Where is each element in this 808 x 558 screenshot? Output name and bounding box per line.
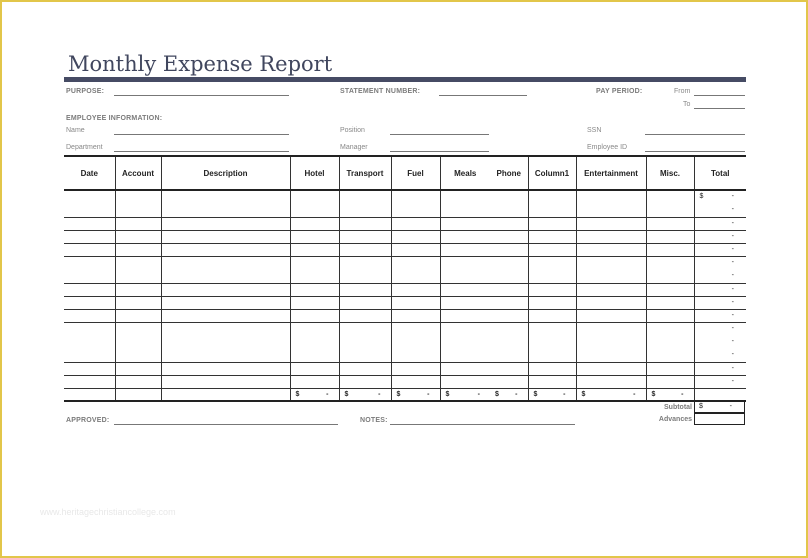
currency-symbol: $ xyxy=(533,390,538,398)
table-cell[interactable] xyxy=(290,388,339,401)
table-cell[interactable] xyxy=(161,283,290,296)
table-row xyxy=(64,296,746,309)
column-total-value: - xyxy=(378,390,381,398)
purpose-field[interactable] xyxy=(114,95,289,96)
total-value: - xyxy=(731,337,734,345)
table-cell[interactable] xyxy=(490,296,528,309)
table-cell[interactable] xyxy=(339,217,391,230)
table-cell[interactable] xyxy=(64,362,115,375)
currency-symbol: $ xyxy=(295,390,300,398)
table-cell[interactable] xyxy=(64,322,115,362)
table-cell[interactable] xyxy=(490,243,528,256)
table-cell[interactable] xyxy=(391,256,440,283)
table-cell[interactable] xyxy=(694,256,746,283)
table-cell[interactable] xyxy=(391,243,440,256)
table-cell[interactable] xyxy=(161,296,290,309)
employee-id-label: Employee ID xyxy=(587,144,628,151)
table-cell[interactable] xyxy=(440,230,490,243)
table-cell[interactable] xyxy=(290,375,339,388)
table-cell[interactable] xyxy=(161,309,290,322)
manager-label: Manager xyxy=(340,144,368,151)
notes-field[interactable] xyxy=(390,424,575,425)
table-cell[interactable] xyxy=(528,388,576,401)
table-cell[interactable] xyxy=(694,309,746,322)
col-header-transport[interactable]: Transport xyxy=(339,156,391,190)
table-cell[interactable] xyxy=(440,362,490,375)
total-value: - xyxy=(731,324,734,332)
subtotal-label: Subtotal xyxy=(664,404,692,411)
table-row xyxy=(64,217,746,230)
employee-id-field[interactable] xyxy=(645,151,745,152)
table-cell[interactable] xyxy=(290,283,339,296)
table-cell[interactable] xyxy=(339,296,391,309)
name-field[interactable] xyxy=(114,134,289,135)
table-cell[interactable] xyxy=(576,190,646,217)
table-cell[interactable] xyxy=(290,256,339,283)
table-cell[interactable] xyxy=(490,283,528,296)
table-cell[interactable] xyxy=(64,296,115,309)
advances-cell[interactable] xyxy=(694,413,745,425)
total-value: - xyxy=(731,311,734,319)
table-cell[interactable] xyxy=(391,283,440,296)
table-cell[interactable] xyxy=(115,256,161,283)
col-header-entertainment[interactable]: Entertainment xyxy=(576,156,646,190)
total-value: - xyxy=(731,285,734,293)
table-cell[interactable] xyxy=(694,322,746,362)
table-cell[interactable] xyxy=(161,256,290,283)
statement-number-label: STATEMENT NUMBER: xyxy=(340,88,421,95)
table-cell[interactable] xyxy=(528,230,576,243)
table-cell[interactable] xyxy=(490,322,528,362)
table-cell[interactable] xyxy=(64,256,115,283)
table-cell[interactable] xyxy=(490,256,528,283)
table-cell[interactable] xyxy=(290,322,339,362)
table-row xyxy=(64,190,746,217)
employee-info-label: EMPLOYEE INFORMATION: xyxy=(66,115,163,122)
table-cell[interactable] xyxy=(694,388,746,401)
table-cell[interactable] xyxy=(64,388,115,401)
table-cell[interactable] xyxy=(440,296,490,309)
table-cell[interactable] xyxy=(694,296,746,309)
table-row xyxy=(64,309,746,322)
table-cell[interactable] xyxy=(115,309,161,322)
approved-label: APPROVED: xyxy=(66,417,110,424)
table-cell[interactable] xyxy=(440,388,490,401)
from-label: From xyxy=(674,88,691,95)
position-label: Position xyxy=(340,127,365,134)
column-total-value: - xyxy=(515,390,518,398)
table-cell[interactable] xyxy=(576,256,646,283)
table-cell[interactable] xyxy=(64,375,115,388)
table-cell[interactable] xyxy=(339,230,391,243)
table-header-row xyxy=(64,156,746,190)
table-cell[interactable] xyxy=(646,375,694,388)
name-label: Name xyxy=(66,127,85,134)
table-cell[interactable] xyxy=(290,243,339,256)
table-row xyxy=(64,243,746,256)
table-cell[interactable] xyxy=(115,375,161,388)
table-cell[interactable] xyxy=(528,190,576,217)
column-total-value: - xyxy=(563,390,566,398)
table-cell[interactable] xyxy=(339,309,391,322)
table-cell[interactable] xyxy=(64,217,115,230)
table-cell[interactable] xyxy=(440,217,490,230)
total-value: - xyxy=(731,232,734,240)
ssn-label: SSN xyxy=(587,127,602,134)
pay-period-label: PAY PERIOD: xyxy=(596,88,643,95)
table-cell[interactable] xyxy=(440,375,490,388)
total-value: - xyxy=(731,364,734,372)
table-cell[interactable] xyxy=(391,322,440,362)
to-label: To xyxy=(683,101,691,108)
table-cell[interactable] xyxy=(440,322,490,362)
table-cell[interactable] xyxy=(339,322,391,362)
subtotal-value: - xyxy=(729,403,732,410)
table-cell[interactable] xyxy=(646,296,694,309)
table-cell[interactable] xyxy=(64,243,115,256)
table-cell[interactable] xyxy=(576,362,646,375)
table-cell[interactable] xyxy=(115,217,161,230)
table-cell[interactable] xyxy=(391,388,440,401)
table-cell[interactable] xyxy=(490,190,528,217)
currency-symbol: $ xyxy=(495,390,499,398)
table-cell[interactable] xyxy=(391,190,440,217)
total-currency-symbol: $ xyxy=(699,193,704,200)
table-cell[interactable] xyxy=(115,230,161,243)
table-cell[interactable] xyxy=(339,283,391,296)
table-cell[interactable] xyxy=(528,296,576,309)
manager-field[interactable] xyxy=(390,151,489,152)
column-total-value: - xyxy=(681,390,684,398)
table-cell[interactable] xyxy=(694,362,746,375)
table-cell[interactable] xyxy=(440,283,490,296)
table-cell[interactable] xyxy=(576,217,646,230)
table-row xyxy=(64,322,746,362)
position-field[interactable] xyxy=(390,134,489,135)
table-cell[interactable] xyxy=(290,190,339,217)
col-header-date[interactable]: Date xyxy=(64,156,115,190)
table-cell[interactable] xyxy=(391,309,440,322)
table-cell[interactable] xyxy=(339,362,391,375)
table-cell[interactable] xyxy=(646,217,694,230)
col-header-phone[interactable]: Phone xyxy=(490,156,528,190)
col-header-total[interactable]: Total xyxy=(694,156,746,190)
table-cell[interactable] xyxy=(161,362,290,375)
col-header-meals[interactable]: Meals xyxy=(440,156,490,190)
total-value: - xyxy=(731,193,734,200)
approved-field[interactable] xyxy=(114,424,338,425)
table-cell[interactable] xyxy=(576,283,646,296)
table-cell[interactable] xyxy=(115,243,161,256)
col-header-hotel[interactable]: Hotel xyxy=(290,156,339,190)
table-cell[interactable] xyxy=(694,243,746,256)
table-cell[interactable] xyxy=(576,296,646,309)
table-cell[interactable] xyxy=(576,243,646,256)
total-value: - xyxy=(731,271,734,279)
table-cell[interactable] xyxy=(694,283,746,296)
title-rule xyxy=(64,77,746,82)
table-cell[interactable] xyxy=(290,309,339,322)
table-cell[interactable] xyxy=(290,362,339,375)
table-cell[interactable] xyxy=(646,243,694,256)
statement-number-field[interactable] xyxy=(439,95,527,96)
table-cell[interactable] xyxy=(490,230,528,243)
table-cell[interactable] xyxy=(490,309,528,322)
currency-symbol: $ xyxy=(344,390,349,398)
table-cell[interactable] xyxy=(64,283,115,296)
table-cell[interactable] xyxy=(161,243,290,256)
table-cell[interactable] xyxy=(64,190,115,217)
table-cell[interactable] xyxy=(528,217,576,230)
table-cell[interactable] xyxy=(646,388,694,401)
table-cell[interactable] xyxy=(161,190,290,217)
report-title: Monthly Expense Report xyxy=(68,52,333,76)
table-cell[interactable] xyxy=(694,217,746,230)
table-cell[interactable] xyxy=(528,322,576,362)
totals-row xyxy=(64,388,746,401)
table-cell[interactable] xyxy=(339,256,391,283)
table-cell[interactable] xyxy=(528,309,576,322)
column-total-value: - xyxy=(326,390,329,398)
table-cell[interactable] xyxy=(646,230,694,243)
table-cell[interactable] xyxy=(339,243,391,256)
department-field[interactable] xyxy=(114,151,289,152)
table-cell[interactable] xyxy=(115,362,161,375)
table-cell[interactable] xyxy=(440,256,490,283)
table-cell[interactable] xyxy=(528,243,576,256)
department-label: Department xyxy=(66,144,103,151)
total-value: - xyxy=(731,206,734,213)
table-row xyxy=(64,375,746,388)
total-value: - xyxy=(731,219,734,227)
currency-symbol: $ xyxy=(581,390,586,398)
table-cell[interactable] xyxy=(115,296,161,309)
table-cell[interactable] xyxy=(646,322,694,362)
total-value: - xyxy=(731,245,734,253)
from-field[interactable] xyxy=(694,95,745,96)
subtotal-cell[interactable] xyxy=(694,401,745,413)
table-row xyxy=(64,362,746,375)
table-cell[interactable] xyxy=(391,296,440,309)
table-cell[interactable] xyxy=(694,375,746,388)
table-cell[interactable] xyxy=(528,375,576,388)
col-header-account[interactable]: Account xyxy=(115,156,161,190)
table-cell[interactable] xyxy=(339,388,391,401)
notes-label: NOTES: xyxy=(360,417,388,424)
col-header-description[interactable]: Description xyxy=(161,156,290,190)
table-cell[interactable] xyxy=(576,309,646,322)
table-cell[interactable] xyxy=(290,230,339,243)
table-cell[interactable] xyxy=(490,375,528,388)
total-value: - xyxy=(731,258,734,266)
total-value: - xyxy=(731,350,734,358)
table-row xyxy=(64,230,746,243)
table-cell[interactable] xyxy=(576,388,646,401)
table-cell[interactable] xyxy=(161,388,290,401)
subtotal-currency-symbol: $ xyxy=(699,403,703,410)
purpose-label: PURPOSE: xyxy=(66,88,105,95)
currency-symbol: $ xyxy=(651,390,656,398)
col-header-fuel[interactable]: Fuel xyxy=(391,156,440,190)
table-cell[interactable] xyxy=(528,362,576,375)
total-value: - xyxy=(731,377,734,385)
currency-symbol: $ xyxy=(396,390,401,398)
table-cell[interactable] xyxy=(528,283,576,296)
column-total-value: - xyxy=(633,390,636,398)
table-cell[interactable] xyxy=(290,217,339,230)
table-cell[interactable] xyxy=(339,190,391,217)
column-total-value: - xyxy=(427,390,430,398)
table-cell[interactable] xyxy=(64,230,115,243)
total-value: - xyxy=(731,298,734,306)
ssn-field[interactable] xyxy=(645,134,745,135)
table-cell[interactable] xyxy=(440,190,490,217)
table-cell[interactable] xyxy=(646,190,694,217)
table-cell[interactable] xyxy=(64,309,115,322)
col-header-misc[interactable]: Misc. xyxy=(646,156,694,190)
table-cell[interactable] xyxy=(391,217,440,230)
watermark: www.heritagechristiancollege.com xyxy=(40,507,176,517)
table-cell[interactable] xyxy=(115,190,161,217)
table-cell[interactable] xyxy=(694,190,746,217)
column-total-value: - xyxy=(477,390,480,398)
table-cell[interactable] xyxy=(161,217,290,230)
col-header-column1[interactable]: Column1 xyxy=(528,156,576,190)
advances-label: Advances xyxy=(658,416,692,423)
table-cell[interactable] xyxy=(339,375,391,388)
table-cell[interactable] xyxy=(490,217,528,230)
table-cell[interactable] xyxy=(391,375,440,388)
table-cell[interactable] xyxy=(528,256,576,283)
table-cell[interactable] xyxy=(646,309,694,322)
table-cell[interactable] xyxy=(161,375,290,388)
table-cell[interactable] xyxy=(576,230,646,243)
table-cell[interactable] xyxy=(440,243,490,256)
table-cell[interactable] xyxy=(161,230,290,243)
table-row xyxy=(64,256,746,283)
table-cell[interactable] xyxy=(490,388,528,401)
table-cell[interactable] xyxy=(694,230,746,243)
table-cell[interactable] xyxy=(646,283,694,296)
table-row xyxy=(64,283,746,296)
table-cell[interactable] xyxy=(115,283,161,296)
table-cell[interactable] xyxy=(115,388,161,401)
table-cell[interactable] xyxy=(576,375,646,388)
table-cell[interactable] xyxy=(115,322,161,362)
table-cell[interactable] xyxy=(490,362,528,375)
table-cell[interactable] xyxy=(576,322,646,362)
table-cell[interactable] xyxy=(646,256,694,283)
table-cell[interactable] xyxy=(391,230,440,243)
table-cell[interactable] xyxy=(440,309,490,322)
expense-table xyxy=(64,155,746,402)
table-cell[interactable] xyxy=(391,362,440,375)
to-field[interactable] xyxy=(694,108,745,109)
table-cell[interactable] xyxy=(161,322,290,362)
currency-symbol: $ xyxy=(445,390,450,398)
table-cell[interactable] xyxy=(646,362,694,375)
table-cell[interactable] xyxy=(290,296,339,309)
